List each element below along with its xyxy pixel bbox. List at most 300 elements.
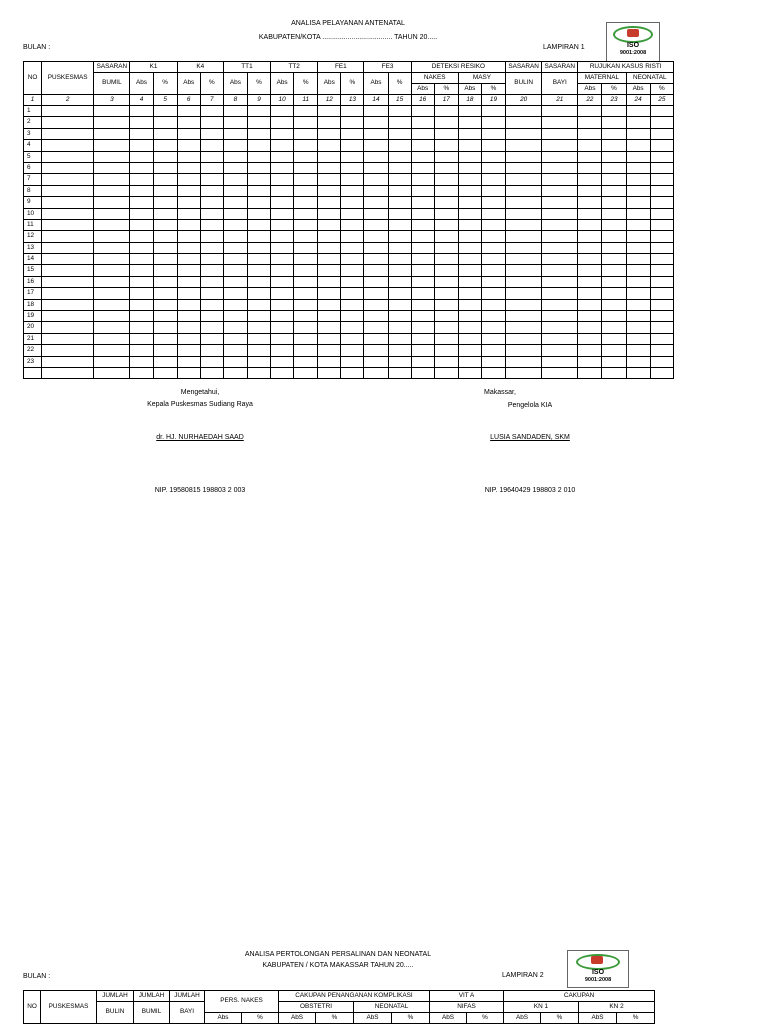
data-cell [130,128,153,139]
k1-pct: % [153,73,177,95]
data-cell [177,367,200,378]
data-cell [481,162,505,173]
data-cell [294,231,318,242]
data-cell [650,185,673,196]
data-cell [481,197,505,208]
data-cell [506,106,542,117]
data-cell [411,106,434,117]
data-cell [130,197,153,208]
data-cell [318,208,341,219]
data-cell [458,299,481,310]
data-cell [364,265,388,276]
table-row [24,106,674,117]
row-number-cell: 5 [24,151,42,162]
data-cell [626,174,650,185]
data-cell [542,162,578,173]
data-cell [200,254,223,265]
doc2-iso-logo [567,950,629,988]
data-cell [200,356,223,367]
data-cell [542,151,578,162]
data-cell [223,185,247,196]
data-cell [318,265,341,276]
data-cell [94,288,130,299]
data-cell [247,367,270,378]
data-cell [341,345,364,356]
data-cell [626,242,650,253]
row-number-cell: 12 [24,231,42,242]
doc1-bulan-label: BULAN : [23,44,51,51]
d2-col-no-header: NO [24,991,41,1024]
data-cell [542,106,578,117]
doc2-iso-text: ISO [591,969,605,976]
data-cell [650,106,673,117]
data-cell [411,140,434,151]
data-cell [223,117,247,128]
data-cell [481,356,505,367]
row-number-cell: 21 [24,333,42,344]
data-cell [650,162,673,173]
data-cell [247,356,270,367]
d2-col-obstetri: OBSTETRI [279,1002,354,1013]
data-cell [294,345,318,356]
data-cell [271,333,294,344]
table-row [24,345,674,356]
data-cell [481,185,505,196]
data-cell [318,151,341,162]
data-cell [578,288,602,299]
data-cell [364,140,388,151]
data-cell [602,117,626,128]
fe1-abs: Abs [318,73,341,95]
table-row [24,265,674,276]
data-cell [341,208,364,219]
data-cell [506,151,542,162]
data-cell [434,345,458,356]
data-cell [318,117,341,128]
column-number-cell: 15 [388,95,411,106]
data-cell [271,106,294,117]
data-cell [247,276,270,287]
data-cell [294,197,318,208]
data-cell [434,151,458,162]
data-cell [247,197,270,208]
data-cell [294,140,318,151]
data-cell [153,219,177,230]
data-cell [177,219,200,230]
data-cell [364,151,388,162]
data-cell [341,254,364,265]
data-cell [650,288,673,299]
column-number-cell: 6 [177,95,200,106]
data-cell [506,356,542,367]
data-cell [247,322,270,333]
data-cell [388,299,411,310]
data-cell [650,128,673,139]
data-cell [481,276,505,287]
data-cell [650,356,673,367]
data-cell [153,151,177,162]
data-cell [153,276,177,287]
data-cell [434,140,458,151]
k4-pct: % [200,73,223,95]
data-cell [200,151,223,162]
data-cell [318,174,341,185]
data-cell [130,311,153,322]
fe3-abs: Abs [364,73,388,95]
data-cell [94,265,130,276]
data-cell [578,151,602,162]
data-cell [411,174,434,185]
data-cell [542,254,578,265]
col-tt1-header: TT1 [223,62,270,73]
column-number-cell: 17 [434,95,458,106]
data-cell [578,242,602,253]
data-cell [130,356,153,367]
data-cell [247,299,270,310]
data-cell [650,367,673,378]
col-k1-header: K1 [130,62,177,73]
doc2-lampiran-label: LAMPIRAN 2 [502,972,544,979]
data-cell [626,322,650,333]
data-cell [481,208,505,219]
data-cell [247,254,270,265]
data-cell [177,276,200,287]
col-sasaran-bayi-header: SASARAN [542,62,578,73]
table-row [24,231,674,242]
data-cell [542,219,578,230]
data-cell [341,367,364,378]
data-cell [177,254,200,265]
data-cell [388,174,411,185]
data-cell [411,345,434,356]
col-fe1-header: FE1 [318,62,364,73]
data-cell [506,128,542,139]
row-number-cell: 9 [24,197,42,208]
data-cell [247,288,270,299]
data-cell [458,174,481,185]
tt2-pct: % [294,73,318,95]
data-cell [153,140,177,151]
d2-col-kn2: KN 2 [579,1002,655,1013]
data-cell [388,219,411,230]
data-cell [271,299,294,310]
data-cell [177,299,200,310]
data-cell [318,311,341,322]
data-cell [200,345,223,356]
data-cell [388,288,411,299]
data-cell [94,197,130,208]
data-cell [481,288,505,299]
masy-abs: Abs [458,84,481,95]
data-cell [626,367,650,378]
column-number-cell: 23 [602,95,626,106]
data-cell [42,140,94,151]
table-row [24,219,674,230]
data-cell [247,151,270,162]
data-cell [411,185,434,196]
data-cell [318,254,341,265]
data-cell [626,208,650,219]
data-cell [294,322,318,333]
data-cell [434,231,458,242]
column-number-cell: 18 [458,95,481,106]
data-cell [177,162,200,173]
data-cell [94,162,130,173]
col-nakes-header: NAKES [411,73,458,84]
data-cell [130,288,153,299]
data-cell [294,356,318,367]
left-sign-role: Kepala Puskesmas Sudiang Raya [147,401,253,408]
data-cell [458,276,481,287]
data-cell [294,151,318,162]
data-cell [200,140,223,151]
data-cell [42,265,94,276]
row-number-cell: 18 [24,299,42,310]
data-cell [506,162,542,173]
table-row [24,299,674,310]
data-cell [434,106,458,117]
data-cell [542,311,578,322]
data-cell [200,311,223,322]
col-sasaran-bulin-header: SASARAN [506,62,542,73]
data-cell [388,208,411,219]
data-cell [578,356,602,367]
k1-abs: Abs [130,73,153,95]
table-row [24,356,674,367]
data-cell [153,356,177,367]
data-cell [626,333,650,344]
data-cell [481,117,505,128]
data-cell [200,185,223,196]
table-row [24,242,674,253]
d2-col-nifas: NIFAS [430,1002,504,1013]
data-cell [271,345,294,356]
data-cell [602,162,626,173]
data-cell [42,322,94,333]
data-cell [200,231,223,242]
data-cell [411,322,434,333]
data-cell [650,299,673,310]
col-deteksi-header: DETEKSI RESIKO [411,62,505,73]
col-puskesmas-header: PUSKESMAS [42,62,94,95]
left-sign-nip: NIP. 19580815 198803 2 003 [154,487,246,494]
data-cell [247,265,270,276]
data-cell [42,333,94,344]
data-cell [130,208,153,219]
data-cell [200,367,223,378]
data-cell [506,299,542,310]
table-row [24,151,674,162]
column-number-cell: 12 [318,95,341,106]
data-cell [388,117,411,128]
data-cell [388,311,411,322]
data-cell [458,254,481,265]
data-cell [223,162,247,173]
data-cell [271,265,294,276]
data-cell [223,367,247,378]
data-cell [650,231,673,242]
data-cell [200,276,223,287]
data-cell [481,367,505,378]
data-cell [434,162,458,173]
data-cell [411,276,434,287]
data-cell [271,367,294,378]
data-cell [94,231,130,242]
data-cell [650,219,673,230]
table-row [24,117,674,128]
data-cell [506,174,542,185]
column-number-cell: 2 [42,95,94,106]
data-cell [458,106,481,117]
right-sign-title: Makassar, [484,389,516,396]
data-cell [94,140,130,151]
data-cell [94,185,130,196]
data-cell [578,128,602,139]
data-cell [94,128,130,139]
data-cell [411,299,434,310]
data-cell [542,242,578,253]
data-cell [177,311,200,322]
data-cell [271,288,294,299]
data-cell [200,265,223,276]
col-bayi-header: BAYI [542,73,578,95]
data-cell [506,117,542,128]
data-cell [153,322,177,333]
data-cell [341,128,364,139]
data-cell [130,299,153,310]
data-cell [153,174,177,185]
data-cell [153,162,177,173]
data-cell [650,140,673,151]
data-cell [341,151,364,162]
data-cell [271,174,294,185]
maternal-pct: % [602,84,626,95]
row-number-cell: 20 [24,322,42,333]
data-cell [388,265,411,276]
data-cell [626,162,650,173]
table-row [24,174,674,185]
data-cell [318,128,341,139]
data-cell [42,299,94,310]
data-cell [341,333,364,344]
data-cell [434,356,458,367]
doc1-lampiran-label: LAMPIRAN 1 [543,44,585,51]
iso-core-icon [627,29,639,37]
data-cell [542,299,578,310]
data-cell [458,128,481,139]
data-cell [626,106,650,117]
data-cell [223,242,247,253]
data-cell [294,106,318,117]
data-cell [411,242,434,253]
column-number-cell: 25 [650,95,673,106]
data-cell [578,197,602,208]
data-cell [481,151,505,162]
data-cell [542,356,578,367]
column-number-cell: 5 [153,95,177,106]
data-cell [94,106,130,117]
data-cell [341,185,364,196]
data-cell [388,242,411,253]
data-cell [411,231,434,242]
data-cell [130,254,153,265]
data-cell [578,106,602,117]
data-cell [94,299,130,310]
data-cell [458,333,481,344]
column-number-cell: 3 [94,95,130,106]
data-cell [458,322,481,333]
data-cell [602,197,626,208]
data-cell [650,151,673,162]
data-cell [364,106,388,117]
data-cell [458,162,481,173]
data-cell [153,242,177,253]
data-cell [318,185,341,196]
data-cell [153,299,177,310]
data-cell [602,185,626,196]
data-cell [481,254,505,265]
data-cell [364,242,388,253]
data-cell [364,288,388,299]
data-cell [42,231,94,242]
data-cell [294,242,318,253]
data-cell [388,333,411,344]
data-cell [626,254,650,265]
data-cell [153,345,177,356]
data-cell [341,231,364,242]
data-cell [42,219,94,230]
column-number-cell: 16 [411,95,434,106]
data-cell [223,322,247,333]
data-cell [94,345,130,356]
col-tt2-header: TT2 [271,62,318,73]
data-cell [578,231,602,242]
col-bumil-header: BUMIL [94,73,130,95]
data-cell [542,367,578,378]
table-row [24,197,674,208]
data-cell [364,219,388,230]
data-cell [650,345,673,356]
data-cell [200,117,223,128]
data-cell [247,128,270,139]
data-cell [650,208,673,219]
data-cell [626,311,650,322]
data-cell [411,356,434,367]
data-cell [294,208,318,219]
data-cell [458,197,481,208]
data-cell [271,242,294,253]
data-cell [271,162,294,173]
data-cell [153,231,177,242]
data-cell [223,151,247,162]
data-cell [434,288,458,299]
doc2-bulan-label: BULAN : [23,973,51,980]
data-cell [130,151,153,162]
data-cell [434,242,458,253]
data-cell [542,345,578,356]
d2-col-cakupan: CAKUPAN [504,991,655,1002]
data-cell [481,311,505,322]
col-maternal-header: MATERNAL [578,73,626,84]
data-cell [481,106,505,117]
data-cell [434,276,458,287]
data-cell [294,117,318,128]
fe1-pct: % [341,73,364,95]
data-cell [130,231,153,242]
column-number-cell: 7 [200,95,223,106]
data-cell [542,185,578,196]
data-cell [177,117,200,128]
